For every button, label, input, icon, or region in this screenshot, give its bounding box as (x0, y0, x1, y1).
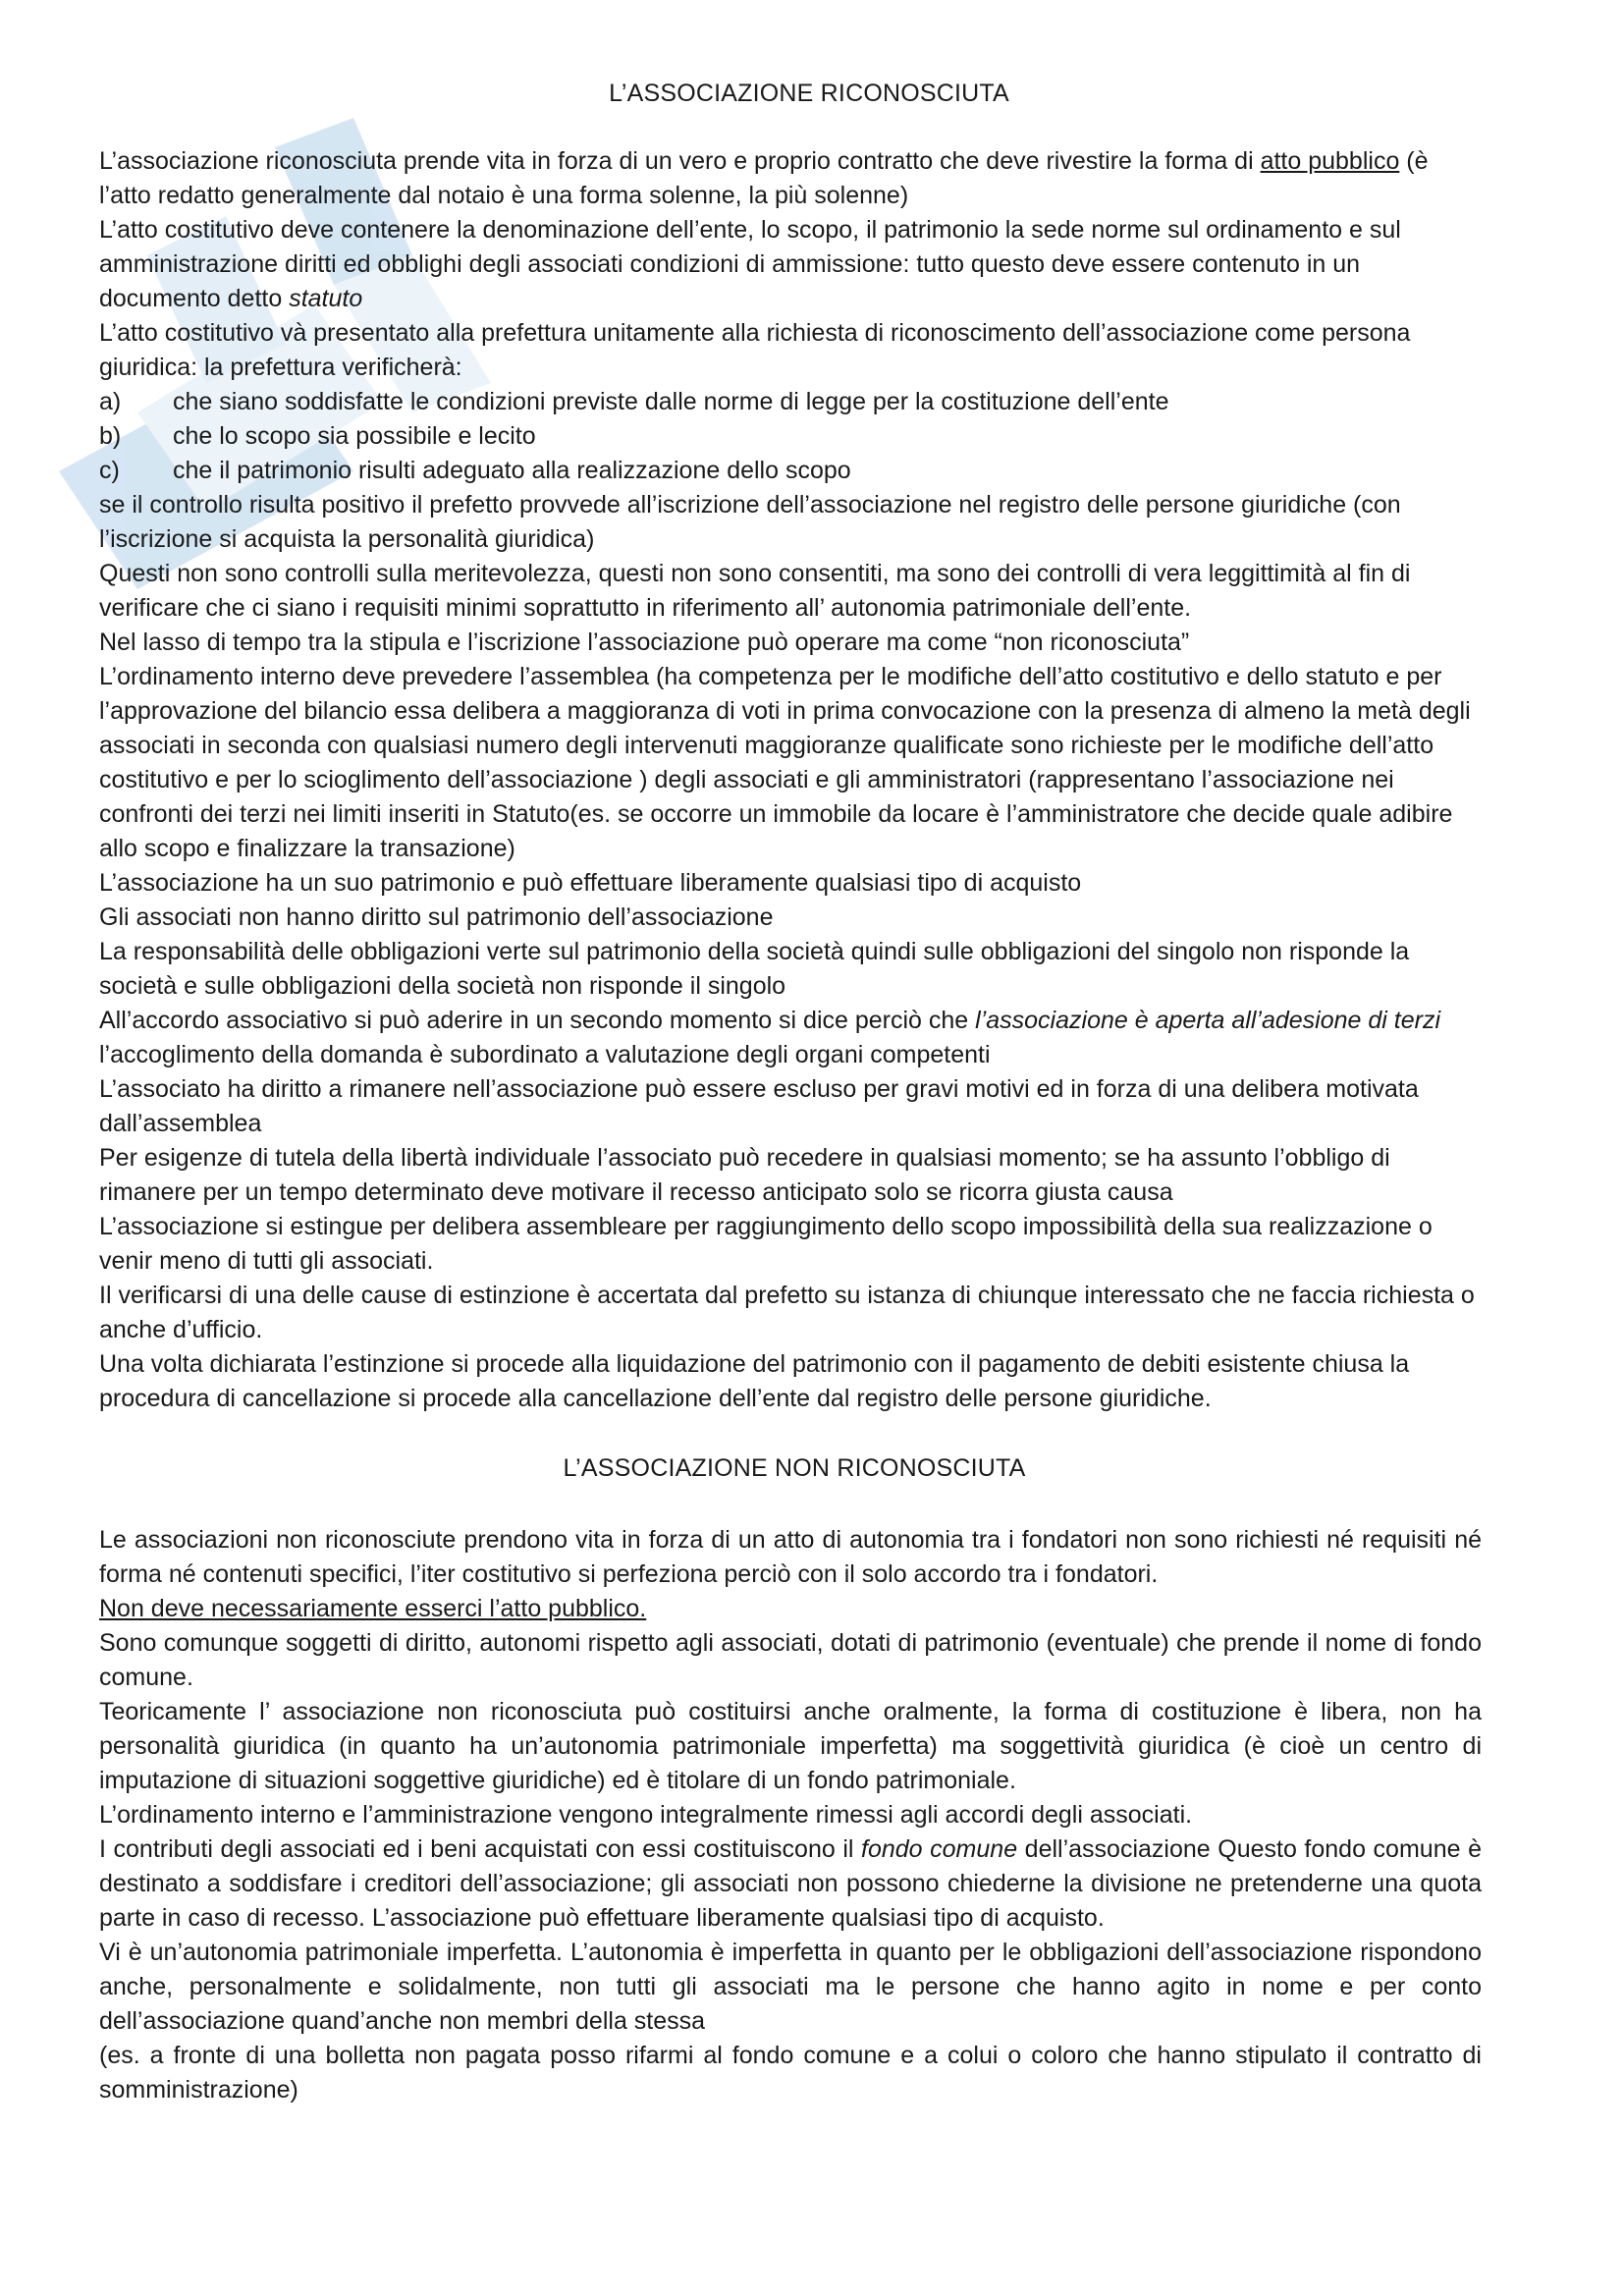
paragraph: (es. a fronte di una bolletta non pagata posso rifarmi al fondo comune e a colui o coloro che hanno stipulato il contratto di somministrazione) (99, 2042, 1482, 2104)
paragraph: Vi è un’autonomia patrimoniale imperfetta. L’autonomia è imperfetta in quanto per le obbligazioni dell’associazione rispondono anche, personalmente e solidalmente, non tutti gli associati ma le persone che hanno agito in nome e per conto dell’associazione quand’anche non membri della stessa (99, 1939, 1482, 2035)
document-body (99, 77, 1482, 2107)
paragraph: Per esigenze di tutela della libertà individuale l’associato può recedere in qualsiasi momento; se ha assunto l’obbligo di rimanere per un tempo determinato deve motivare il recesso anticipato solo se ricorra giusta causa (99, 1144, 1390, 1206)
paragraph: Le associazioni non riconosciute prendono vita in forza di un atto di autonomia tra i fondatori non sono richiesti né requisiti né forma né contenuti specifici, l’iter costitutivo si perfeziona perciò con il solo accordo tra i fondatori. (99, 1526, 1482, 1588)
paragraph: Teoricamente l’ associazione non riconosciuta può costituirsi anche oralmente, la forma di costituzione è libera, non ha personalità giuridica (in quanto ha un’autonomia patrimoniale imperfetta) ma soggettività giuridica (è cioè un centro di imputazione di situazioni soggettive giuridiche) ed è titolare di un fondo patrimoniale. (99, 1698, 1482, 1794)
paragraph: L’ordinamento interno deve prevedere l’assemblea (ha competenza per le modifiche dell’atto costitutivo e dello statuto e per l’approvazione del bilancio essa delibera a maggioranza di voti in prima convocazione con la presenza di almeno la metà degli associati in seconda con qualsiasi numero degli intervenuti maggioranze qualificate sono richieste per le modifiche dell’atto costitutivo e per lo scioglimento dell’associazione ) degli associati e gli amministratori (rappresentano l’associazione nei confronti dei terzi nei limiti inseriti in Statuto(es. se occorre un immobile da locare è l’amministratore che decide quale adibire allo scopo e finalizzare la transazione) (99, 663, 1471, 862)
paragraph: L’atto costitutivo deve contenere la denominazione dell’ente, lo scopo, il patrimonio la sede norme sul ordinamento e sul amministrazione diritti ed obblighi degli associati condizioni di ammissione: tutto questo deve essere contenuto in un documento detto statuto (99, 216, 1401, 312)
italic-term: fondo comune (861, 1835, 1018, 1863)
paragraph: l’accoglimento della domanda è subordinato a valutazione degli organi competenti (99, 1041, 991, 1068)
paragraph: Una volta dichiarata l’estinzione si procede alla liquidazione del patrimonio con il pagamento de debiti esistente chiusa la procedura di cancellazione si procede alla cancellazione dell’ente dal registro delle persone giuridiche. (99, 1350, 1410, 1412)
paragraph: L’ordinamento interno e l’amministrazione vengono integralmente rimessi agli accordi degli associati. (99, 1801, 1193, 1829)
paragraph: L’associazione si estingue per delibera assembleare per raggiungimento dello scopo impossibilità della sua realizzazione o venir meno di tutti gli associati. (99, 1213, 1433, 1275)
paragraph: I contributi degli associati ed i beni acquistati con essi costituiscono il fondo comune dell’associazione Questo fondo comune è destinato a soddisfare i creditori dell’associazione; gli associati non possono chiederne la divisione ne pretenderne una quota parte in caso di recesso. L’associazione può effettuare liberamente qualsiasi tipo di acquisto. (99, 1835, 1482, 1932)
section-title-non-riconosciuta: L’ASSOCIAZIONE NON RICONOSCIUTA (563, 1454, 1026, 1482)
underlined-term: atto pubblico (1260, 147, 1400, 175)
italic-term: statuto (289, 285, 363, 312)
paragraph: Gli associati non hanno diritto sul patrimonio dell’associazione (99, 903, 774, 931)
paragraph: La responsabilità delle obbligazioni verte sul patrimonio della società quindi sulle obbligazioni del singolo non risponde la società e sulle obbligazioni della società non risponde il singolo (99, 938, 1410, 1000)
italic-phrase: l’associazione è aperta all’adesione di terzi (975, 1007, 1441, 1034)
paragraph: L’associato ha diritto a rimanere nell’associazione può essere escluso per gravi motivi ed in forza di una delibera motivata dall’assemblea (99, 1075, 1419, 1137)
paragraph: Il verificarsi di una delle cause di estinzione è accertata dal prefetto su istanza di chiunque interessato che ne faccia richiesta o anche d’ufficio. (99, 1282, 1475, 1343)
underlined-paragraph: Non deve necessariamente esserci l’atto pubblico. (99, 1595, 647, 1622)
list-item: b) che lo scopo sia possibile e lecito (99, 422, 536, 450)
paragraph: Questi non sono controlli sulla meritevolezza, questi non sono consentiti, ma sono dei controlli di vera leggittimità al fin di verificare che ci siano i requisiti minimi soprattutto in riferimento all’ autonomia patrimoniale dell’ente. (99, 560, 1411, 622)
paragraph: All’accordo associativo si può aderire in un secondo momento si dice perciò che l’associazione è aperta all’adesione di terzi (99, 1007, 1441, 1034)
section-title-riconosciuta: L’ASSOCIAZIONE RICONOSCIUTA (609, 80, 1009, 107)
paragraph: L’associazione ha un suo patrimonio e può effettuare liberamente qualsiasi tipo di acquisto (99, 869, 1082, 897)
paragraph: Sono comunque soggetti di diritto, autonomi rispetto agli associati, dotati di patrimonio (eventuale) che prende il nome di fondo comune. (99, 1629, 1482, 1691)
list-item: a) che siano soddisfatte le condizioni previste dalle norme di legge per la costituzione dell’ente (99, 388, 1169, 415)
paragraph: Nel lasso di tempo tra la stipula e l’iscrizione l’associazione può operare ma come “non riconosciuta” (99, 629, 1190, 656)
list-item: c) che il patrimonio risulti adeguato alla realizzazione dello scopo (99, 457, 851, 484)
paragraph: L’associazione riconosciuta prende vita in forza di un vero e proprio contratto che deve rivestire la forma di atto pubblico (è l’atto redatto generalmente dal notaio è una forma solenne, la più solenne) (99, 147, 1429, 209)
paragraph: se il controllo risulta positivo il prefetto provvede all’iscrizione dell’associazione nel registro delle persone giuridiche (con l’iscrizione si acquista la personalità giuridica) (99, 491, 1401, 553)
paragraph: L’atto costitutivo và presentato alla prefettura unitamente alla richiesta di riconoscimento dell’associazione come persona giuridica: la prefettura verificherà: (99, 319, 1411, 381)
